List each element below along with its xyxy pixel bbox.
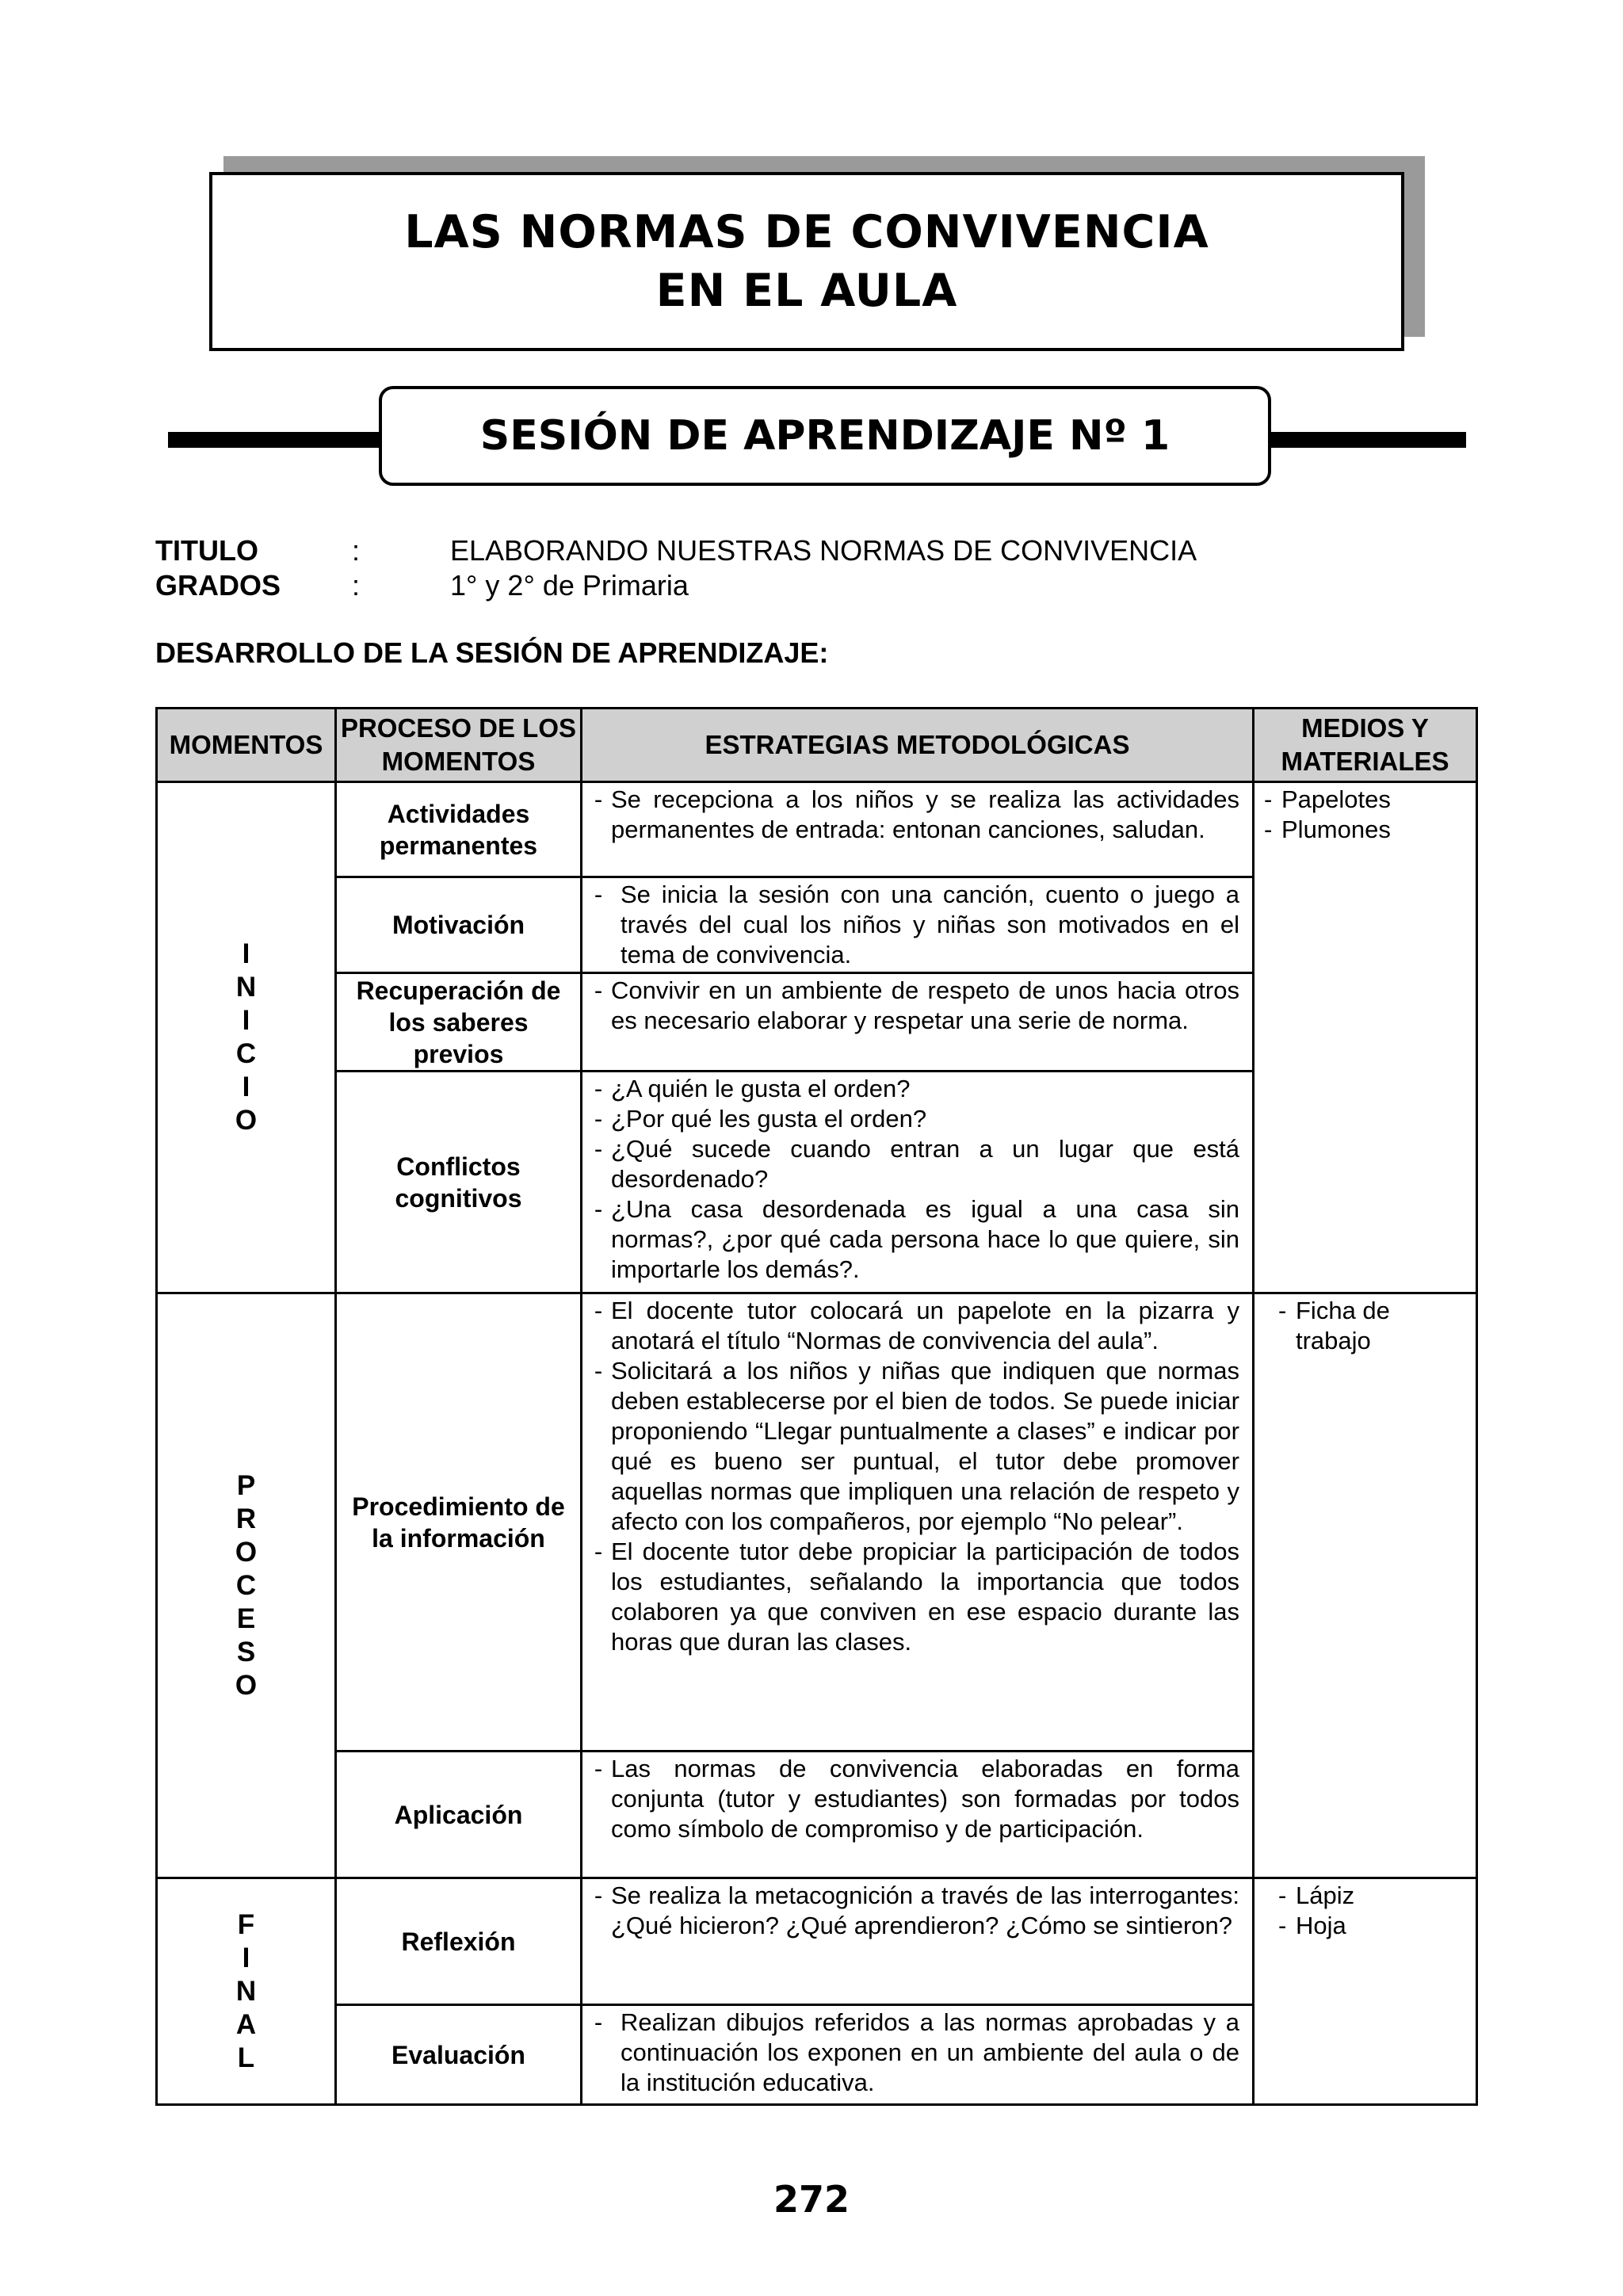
strategy-cell bbox=[582, 1878, 1254, 2005]
list-item: - El docente tutor colocará un papelote en la pizarra y anotará el título “Normas de convivencia del aula”. bbox=[594, 1297, 1239, 1354]
process-aplicacion: Aplicación bbox=[336, 1752, 582, 1878]
list-item: - Se inicia la sesión con una canción, cuento o juego a través del cual los niños y niñas son motivados en el tema de convivencia. bbox=[594, 881, 1239, 968]
header-estrategias: ESTRATEGIAS METODOLÓGICAS bbox=[582, 709, 1254, 782]
process-evaluacion: Evaluación bbox=[336, 2005, 582, 2105]
title-box bbox=[209, 172, 1404, 351]
title-line-1: LAS NORMAS DE CONVIVENCIA bbox=[404, 206, 1209, 258]
process-reflexion: Reflexión bbox=[336, 1878, 582, 2005]
process-conflictos: Conflictos cognitivos bbox=[336, 1072, 582, 1293]
materials-inicio bbox=[1254, 782, 1477, 1293]
page-number: 272 bbox=[773, 2178, 850, 2221]
strategy-cell bbox=[582, 1752, 1254, 1878]
list-item: - Convivir en un ambiente de respeto de unos hacia otros es necesario elaborar y respetar una serie de norma. bbox=[594, 976, 1239, 1034]
materials-final bbox=[1254, 1878, 1477, 2105]
meta-key: GRADOS bbox=[155, 569, 281, 602]
strategy-cell bbox=[582, 1072, 1254, 1293]
meta-sep: : bbox=[352, 534, 361, 567]
process-procedimiento: Procedimiento de la información bbox=[336, 1293, 582, 1752]
list-item: - Las normas de convivencia elaboradas en forma conjunta (tutor y estudiantes) son formadas por todos como símbolo de compromiso y de participación. bbox=[594, 1755, 1239, 1843]
table-row bbox=[157, 1293, 1477, 1752]
table-header-row bbox=[157, 709, 1477, 782]
list-item: - ¿Por qué les gusta el orden? bbox=[594, 1105, 927, 1133]
list-item: - Papelotes bbox=[1264, 785, 1391, 813]
strategy-cell bbox=[582, 973, 1254, 1072]
list-item: - Se realiza la metacognición a través de las interrogantes: ¿Qué hicieron? ¿Qué aprendieron? ¿Cómo se sintieron? bbox=[594, 1881, 1239, 1939]
table-row bbox=[157, 1878, 1477, 2005]
development-heading: DESARROLLO DE LA SESIÓN DE APRENDIZAJE: bbox=[155, 636, 829, 669]
session-bar-left bbox=[168, 432, 382, 448]
session-banner bbox=[379, 386, 1271, 486]
header-materiales: MEDIOS Y MATERIALES bbox=[1254, 709, 1477, 782]
list-item: - Hoja bbox=[1278, 1912, 1346, 1939]
list-item: - Ficha de trabajo bbox=[1278, 1297, 1390, 1354]
list-item: - ¿Qué sucede cuando entran a un lugar que está desordenado? bbox=[594, 1135, 1239, 1193]
strategy-cell bbox=[582, 782, 1254, 877]
list-item: - Solicitará a los niños y niñas que indiquen que normas deben establecerse por el bien de todos. Se puede iniciar proponiendo “Llegar puntualmente a clases” e indicar por qué es bueno ser puntual, el tutor debe promover aquellas normas que impliquen una relación de respeto y afecto con los compañeros, por ejemplo “No pelear”. bbox=[594, 1357, 1239, 1535]
moment-final: F I N A L bbox=[157, 1878, 336, 2105]
process-motivacion: Motivación bbox=[336, 877, 582, 973]
header-momentos: MOMENTOS bbox=[157, 709, 336, 782]
list-item: - Plumones bbox=[1264, 816, 1391, 843]
process-actividades: Actividades permanentes bbox=[336, 782, 582, 877]
list-item: - Lápiz bbox=[1278, 1881, 1355, 1909]
materials-proceso bbox=[1254, 1293, 1477, 1878]
moment-inicio: I N I C I O bbox=[157, 782, 336, 1293]
meta-value: ELABORANDO NUESTRAS NORMAS DE CONVIVENCIA bbox=[450, 534, 1197, 567]
session-bar-right bbox=[1266, 432, 1466, 448]
meta-key: TITULO bbox=[155, 534, 258, 567]
list-item: - Se recepciona a los niños y se realiza las actividades permanentes de entrada: entonan canciones, saludan. bbox=[594, 785, 1239, 843]
title-line-2: EN EL AULA bbox=[655, 265, 958, 317]
process-recuperacion: Recuperación de los saberes previos bbox=[336, 973, 582, 1072]
table-row bbox=[157, 782, 1477, 877]
moment-proceso: P R O C E S O bbox=[157, 1293, 336, 1878]
meta-sep: : bbox=[352, 569, 361, 602]
meta-value: 1° y 2° de Primaria bbox=[450, 569, 689, 602]
session-title: SESIÓN DE APRENDIZAJE Nº 1 bbox=[479, 412, 1170, 460]
strategy-cell bbox=[582, 877, 1254, 973]
list-item: - Realizan dibujos referidos a las normas aprobadas y a continuación los exponen en un ambiente del aula o de la institución educativa. bbox=[594, 2008, 1239, 2096]
strategy-cell bbox=[582, 1293, 1254, 1752]
list-item: - El docente tutor debe propiciar la participación de todos los estudiantes, señalando la importancia que todos colaboren ya que conviven en ese espacio durante las horas que duran las clases. bbox=[594, 1538, 1239, 1656]
strategy-cell bbox=[582, 2005, 1254, 2105]
list-item: - ¿Una casa desordenada es igual a una casa sin normas?, ¿por qué cada persona hace lo que quiere, sin importarle los demás?. bbox=[594, 1195, 1239, 1283]
list-item: - ¿A quién le gusta el orden? bbox=[594, 1075, 911, 1102]
header-proceso: PROCESO DE LOS MOMENTOS bbox=[336, 709, 582, 782]
session-table bbox=[155, 707, 1478, 2106]
